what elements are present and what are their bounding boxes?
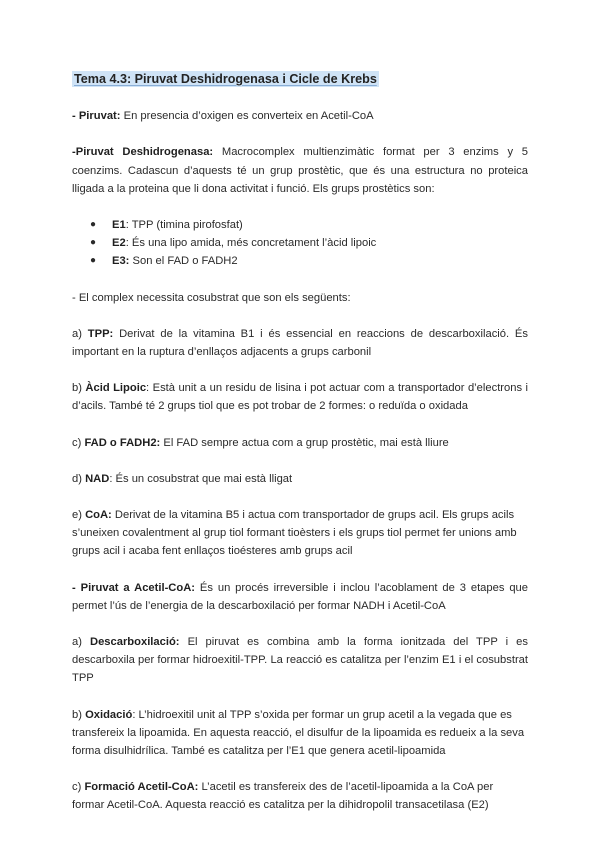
enzyme-text: Son el FAD o FADH2	[129, 255, 238, 268]
step-prefix: a)	[72, 636, 90, 649]
cofactor-fad	[72, 434, 528, 452]
page-title: Tema 4.3: Piruvat Deshidrogenasa i Cicle de Krebs	[74, 72, 377, 86]
step-text: L’acetil es transfereix des de l’acetil-lipoamida a la CoA per formar Acetil-CoA. Aquesta reacció es catalitza per la dihidropolil transacetilasa (E2)	[72, 781, 494, 812]
cofactor-nad	[72, 470, 528, 488]
list-item-e1	[90, 216, 528, 234]
piruvat-term: - Piruvat:	[72, 110, 121, 123]
pdh-paragraph	[72, 143, 528, 198]
cofactor-term: NAD	[85, 472, 110, 485]
cofactor-term: FAD o FADH2:	[84, 436, 161, 449]
step-text: El piruvat es combina amb la forma ionitzada del TPP i es descarboxila per formar hidroexitil-TPP. La reacció es catalitza per l’enzim E1 i el cosubstrat TPP	[72, 636, 528, 685]
step-prefix: c)	[72, 781, 85, 794]
step-descarboxilacio	[72, 633, 528, 688]
cofactor-term: CoA:	[85, 509, 112, 522]
step-formacio	[72, 778, 528, 814]
pdh-term: -Piruvat Deshidrogenasa:	[72, 146, 214, 159]
piruvat-paragraph	[72, 107, 528, 125]
cosubstrat-intro: - El complex necessita cosubstrat que son els següents:	[72, 291, 351, 304]
step-term: Descarboxilació:	[89, 636, 180, 649]
piruvat-text: En presencia d’oxigen es converteix en Acetil-CoA	[120, 110, 374, 123]
cofactor-prefix: c)	[72, 436, 85, 449]
cofactor-tpp	[72, 325, 528, 361]
cofactor-text: Derivat de la vitamina B1 i és essencial en reaccions de descarboxilació. És important en la ruptura d’enllaços adjacents a grups carbonil	[72, 327, 528, 359]
cofactor-lipoic	[72, 379, 528, 415]
cofactor-coa	[72, 506, 528, 561]
cofactor-text: Derivat de la vitamina B5 i actua com transportador de grups acil. Els grups acils s’uneixen covalentment al grup tiol formant tioèsters i els grups tiol permet fer unions amb grups acil i acaba fent enllaços tioésteres amb grups acil	[72, 509, 517, 558]
step-term: Formació Acetil-CoA:	[84, 781, 199, 794]
piruvat-acetil-text: És un procés irreversible i inclou l’acoblament de 3 etapes que permet l’ús de l’energia de la descarboxilació per formar NADH i Acetil-CoA	[72, 581, 528, 612]
step-text: : L’hidroexitil unit al TPP s’oxida per formar un grup acetil a la vegada que es transfereix la lipoamida. En aquesta reacció, el disulfur de la lipoamida es redueix a la seva forma disulhidrílica. També es catalitza per l’E1 que genera acetil-lipoamida	[72, 708, 525, 758]
cofactor-prefix: e)	[72, 509, 86, 522]
enzyme-list	[72, 216, 528, 271]
cofactor-text: El FAD sempre actua com a grup prostètic, mai està lliure	[160, 436, 449, 449]
enzyme-term: E1	[112, 219, 126, 232]
list-item-e3	[90, 252, 528, 270]
bullet-icon: ●	[90, 255, 97, 267]
enzyme-term: E2	[112, 237, 126, 250]
cofactor-term: TPP:	[87, 327, 114, 340]
pdh-text: Macrocomplex multienzimàtic format per 3 enzims y 5 coenzims. Cadascun d’aquests té un grup prostètic, que és una estructura no proteica lligada a la proteina que li dona activitat i funció. Els grups prostètics son:	[72, 146, 528, 195]
step-term: Oxidació	[85, 708, 133, 721]
cofactor-prefix: a)	[72, 327, 88, 340]
enzyme-text: : És una lipo amida, més concretament l’àcid lipoic	[125, 237, 377, 250]
enzyme-text: : TPP (timina pirofosfat)	[125, 219, 243, 232]
piruvat-acetil-term: - Piruvat a Acetil-CoA:	[72, 581, 196, 594]
step-oxidacio	[72, 706, 528, 761]
cofactor-text: : Està unit a un residu de lisina i pot actuar com a transportador d’electrons i d’acils. També té 2 grups tiol que es pot trobar de 2 formes: o reduïda o oxidada	[72, 382, 528, 413]
cofactor-prefix: d)	[72, 472, 86, 485]
bullet-icon: ●	[90, 219, 97, 231]
cofactor-text: : És un cosubstrat que mai està lligat	[109, 472, 293, 485]
piruvat-acetil-paragraph	[72, 579, 528, 615]
enzyme-term: E3:	[112, 255, 130, 268]
bullet-icon: ●	[90, 237, 97, 249]
step-prefix: b)	[72, 708, 86, 721]
title-block	[72, 70, 528, 89]
list-item-e2	[90, 234, 528, 252]
cofactor-prefix: b)	[72, 382, 86, 395]
cofactor-term: Àcid Lipoic	[85, 382, 147, 395]
